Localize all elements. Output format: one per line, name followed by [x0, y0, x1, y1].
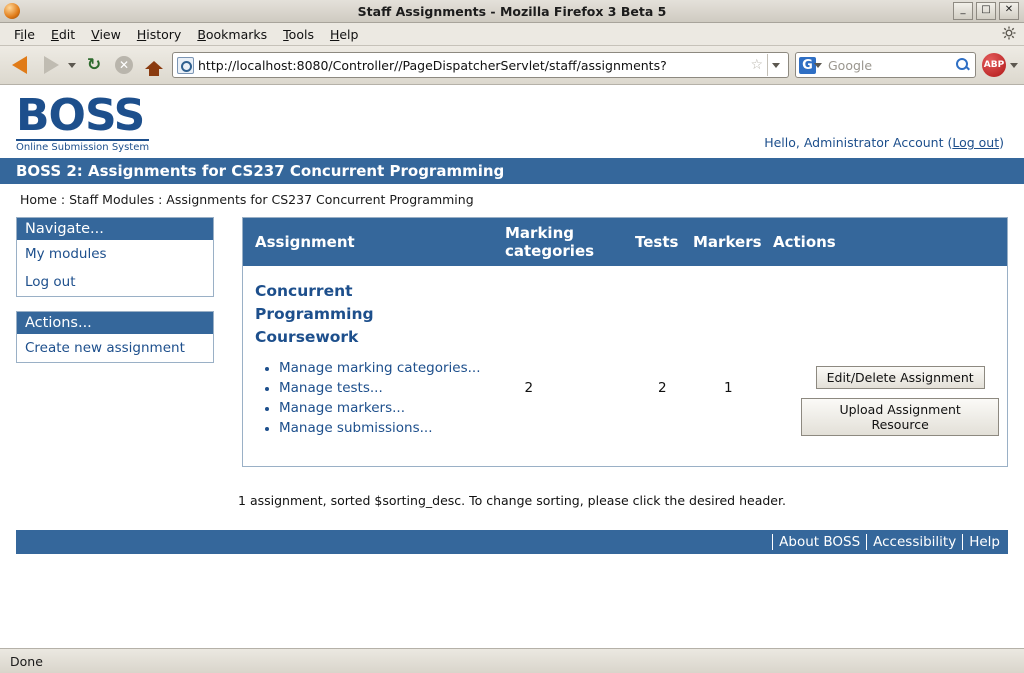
column-header-marking-categories[interactable]: Marking categories: [505, 224, 595, 260]
menu-view[interactable]: View: [91, 26, 121, 42]
close-button[interactable]: ✕: [999, 2, 1019, 20]
assignments-table: [242, 217, 1008, 467]
site-identity-icon[interactable]: [177, 57, 194, 74]
page-layout: [0, 217, 1024, 467]
upload-assignment-resource-button[interactable]: Upload Assignment Resource: [801, 398, 999, 436]
list-item: [279, 399, 496, 418]
search-input[interactable]: Google: [828, 57, 873, 73]
window-controls: [953, 2, 1024, 20]
url-text[interactable]: http://localhost:8080/Controller//PageDispatcherServlet/staff/assignments?: [198, 57, 667, 73]
breadcrumb: Home : Staff Modules : Assignments for CS237 Concurrent Programming: [20, 192, 474, 207]
menu-bookmarks[interactable]: Bookmarks: [197, 26, 268, 42]
status-text: Done: [10, 653, 43, 669]
menu-file[interactable]: File: [14, 26, 35, 42]
adblock-icon[interactable]: ABP: [982, 53, 1006, 77]
reload-icon: ↻: [86, 55, 102, 75]
toolbar-overflow-icon[interactable]: [1010, 63, 1018, 68]
search-bar[interactable]: [795, 52, 976, 78]
greeting-suffix: ): [999, 135, 1004, 150]
history-dropdown-icon[interactable]: [68, 63, 76, 68]
page-content: [0, 85, 1024, 648]
greeting-text: Hello, Administrator Account (: [764, 135, 953, 150]
gear-icon[interactable]: [1002, 26, 1016, 40]
home-icon: [145, 61, 163, 69]
sidebar-item-my-modules[interactable]: My modules: [25, 246, 107, 262]
cell-markers-count: 1: [724, 380, 733, 396]
cell-assignment: [251, 280, 496, 448]
user-greeting: [0, 135, 1024, 150]
assignment-actions-list: [255, 359, 496, 438]
edit-delete-assignment-button[interactable]: Edit/Delete Assignment: [816, 366, 985, 389]
menu-history[interactable]: History: [136, 26, 182, 42]
logo-text: BOSS: [16, 90, 145, 141]
sidebar-item-create-new-assignment[interactable]: Create new assignment: [25, 340, 185, 356]
actions-panel: [16, 311, 214, 363]
logo-subtitle: Online Submission System: [16, 139, 149, 153]
list-item: [279, 359, 496, 378]
cell-tests-count: 2: [658, 380, 667, 396]
column-header-actions[interactable]: Actions: [773, 233, 836, 251]
column-header-assignment[interactable]: Assignment: [255, 233, 355, 251]
page-title: BOSS 2: Assignments for CS237 Concurrent Programming: [0, 158, 1024, 184]
title-bar: [0, 0, 1024, 23]
navigation-toolbar: [0, 46, 1024, 85]
status-bar: [0, 648, 1024, 673]
bookmark-star-icon[interactable]: ☆: [750, 57, 763, 73]
link-manage-tests[interactable]: Manage tests...: [279, 380, 383, 396]
minimize-button[interactable]: _: [953, 2, 973, 20]
assignment-title: Concurrent Programming Coursework: [255, 282, 374, 346]
navigate-panel-header: Navigate...: [17, 218, 213, 240]
list-item: [279, 419, 496, 438]
google-icon[interactable]: G: [799, 57, 816, 74]
menu-edit[interactable]: Edit: [50, 26, 76, 42]
url-bar[interactable]: [172, 52, 789, 78]
navigate-panel: [16, 217, 214, 297]
column-header-markers[interactable]: Markers: [693, 233, 762, 251]
actions-panel-header: Actions...: [17, 312, 213, 334]
maximize-button[interactable]: □: [976, 2, 996, 20]
link-manage-markers[interactable]: Manage markers...: [279, 400, 405, 416]
menu-tools[interactable]: Tools: [283, 26, 314, 42]
column-header-tests[interactable]: Tests: [635, 233, 679, 251]
stop-icon: ✕: [115, 56, 133, 74]
back-button[interactable]: [6, 52, 32, 78]
search-engine-chevron-icon[interactable]: [814, 63, 822, 68]
back-arrow-icon: [12, 56, 27, 74]
table-header-row: [243, 218, 1007, 266]
footer-link-about-boss[interactable]: About BOSS: [772, 534, 866, 550]
forward-arrow-icon: [44, 56, 59, 74]
stop-button[interactable]: [112, 53, 136, 77]
sidebar: [16, 217, 214, 377]
cell-actions: [801, 280, 999, 448]
footer-link-help[interactable]: Help: [962, 534, 1006, 550]
logout-link[interactable]: Log out: [952, 135, 1000, 150]
sidebar-item-log-out[interactable]: Log out: [25, 274, 76, 290]
footer-bar: [16, 530, 1008, 554]
reload-button[interactable]: [82, 53, 106, 77]
search-icon[interactable]: [955, 57, 971, 73]
link-manage-submissions[interactable]: Manage submissions...: [279, 420, 433, 436]
window-title: Staff Assignments - Mozilla Firefox 3 Beta 5: [357, 3, 667, 19]
url-dropdown-button[interactable]: [767, 54, 786, 76]
table-row: [243, 266, 1007, 466]
sorting-note: 1 assignment, sorted $sorting_desc. To change sorting, please click the desired header.: [238, 493, 786, 508]
link-manage-marking-categories[interactable]: Manage marking categories...: [279, 360, 481, 376]
chevron-down-icon: [772, 63, 780, 68]
home-button[interactable]: [142, 53, 166, 77]
footer-link-accessibility[interactable]: Accessibility: [866, 534, 962, 550]
list-item: [279, 379, 496, 398]
forward-button[interactable]: [38, 52, 64, 78]
firefox-icon: [4, 3, 20, 19]
menu-bar: [0, 23, 1024, 46]
menu-help[interactable]: Help: [329, 26, 359, 42]
cell-marking-categories-count: 2: [524, 380, 534, 396]
